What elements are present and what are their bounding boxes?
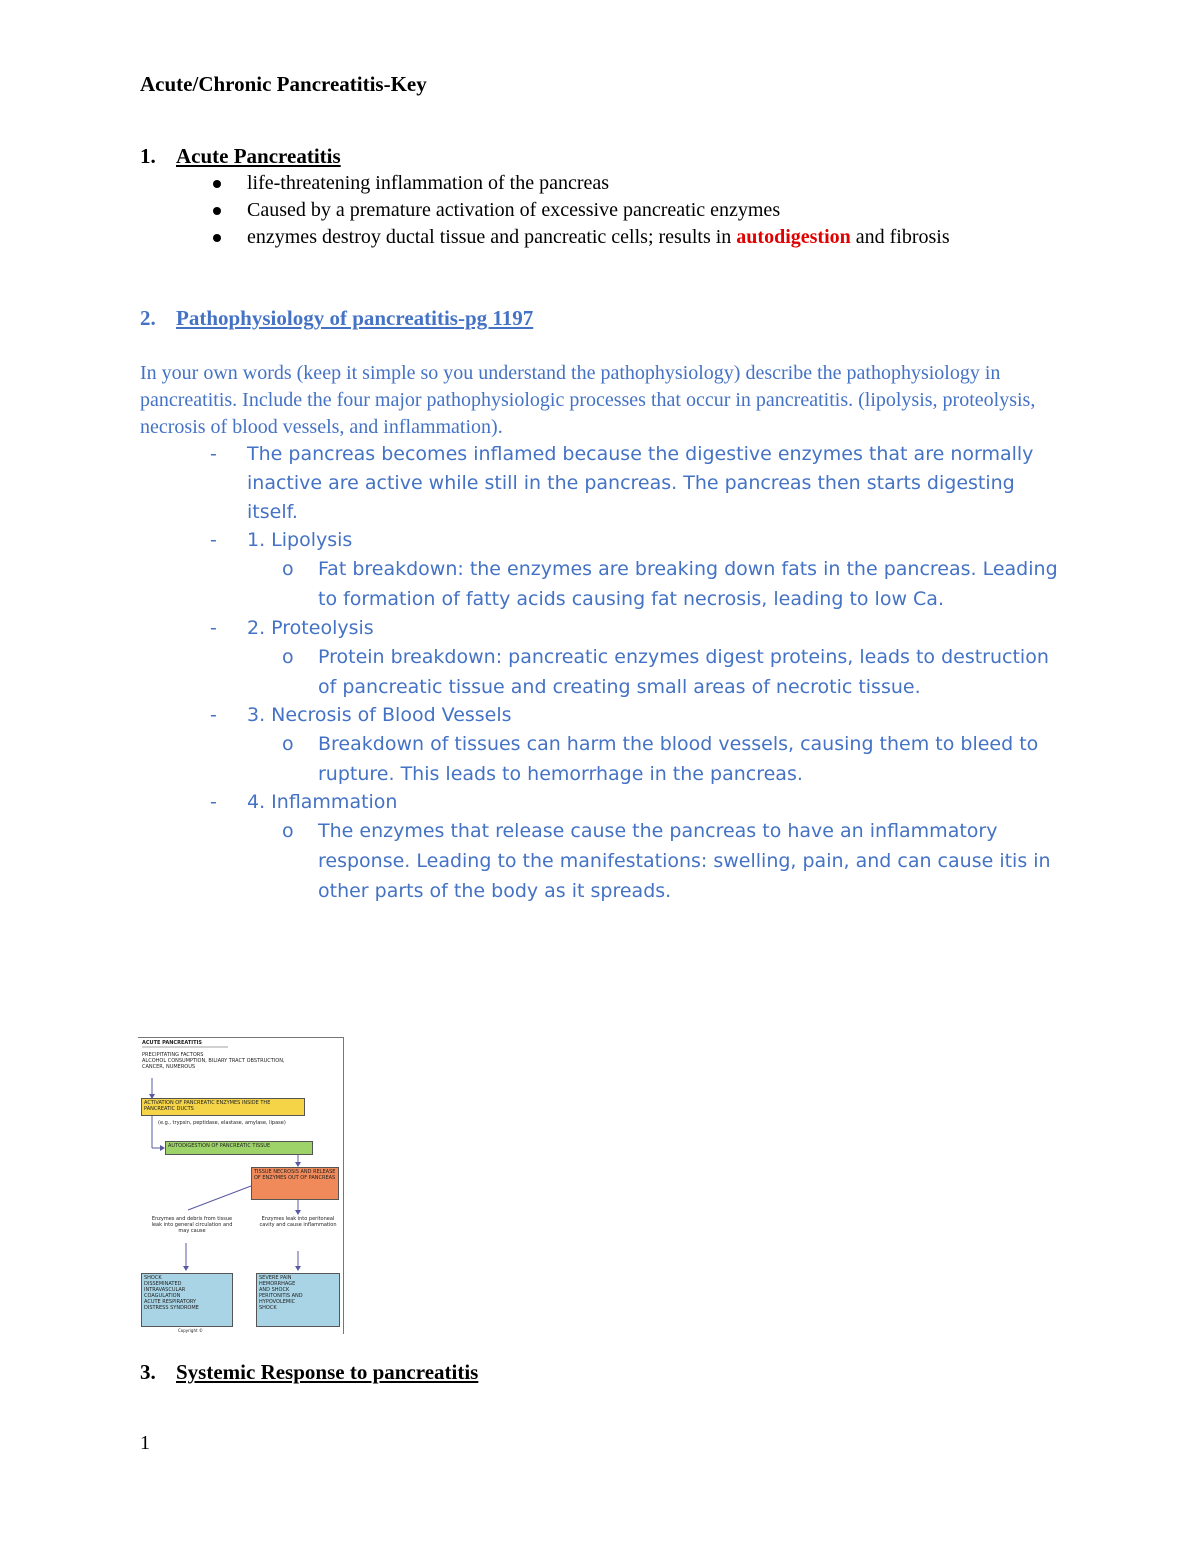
flowchart-enzymes: (e.g., trypsin, peptidase, elastase, amylase, lipase) (158, 1120, 286, 1126)
lipolysis-detail (282, 554, 1072, 614)
dash-marker: - (210, 529, 217, 551)
section-3-heading (140, 1360, 478, 1385)
flowchart-left-text: Enzymes and debris from tissue leak into general circulation and may cause (151, 1216, 233, 1234)
answer-item-lipolysis (210, 526, 1040, 555)
flowchart-right-outcome-box: SEVERE PAIN HEMORRHAGE AND SHOCK PERITONITIS AND HYPOVOLEMIC SHOCK (256, 1273, 340, 1327)
answer-item-inflammation (210, 788, 1040, 817)
proteolysis-detail-text: Protein breakdown: pancreatic enzymes digest proteins, leads to destruction of pancreatic tissue and creating small areas of necrotic tissue. (318, 646, 1049, 698)
bullet-text: Caused by a premature activation of excessive pancreatic enzymes (247, 199, 781, 221)
section-1-bullet-list (205, 170, 1025, 251)
flowchart-header: ACUTE PANCREATITIS (142, 1040, 202, 1046)
bullet-text-before: enzymes destroy ductal tissue and pancreatic cells; results in (247, 226, 737, 248)
lipolysis-label: 1. Lipolysis (247, 529, 353, 551)
necrosis-label: 3. Necrosis of Blood Vessels (247, 704, 512, 726)
bullet-dot-icon (213, 180, 221, 188)
bullet-text: life-threatening inflammation of the pancreas (247, 172, 610, 194)
inflammation-detail (282, 816, 1072, 906)
answer-overview (210, 440, 1040, 527)
section-3-title: Systemic Response to pancreatitis (176, 1360, 479, 1384)
bullet-text-after: and fibrosis (850, 226, 950, 248)
inflammation-label: 4. Inflammation (247, 791, 398, 813)
sub-bullet-marker: o (282, 558, 294, 580)
bullet-item (205, 224, 1025, 251)
lipolysis-detail-text: Fat breakdown: the enzymes are breaking down fats in the pancreas. Leading to formation of fatty acids causing fat necrosis, leading to low Ca. (318, 558, 1058, 610)
autodigestion-highlight: autodigestion (736, 226, 851, 248)
sub-bullet-marker: o (282, 646, 294, 668)
dash-marker: - (210, 443, 217, 465)
flowchart-left-outcome-box: SHOCK DISSEMINATED INTRAVASCULAR COAGULATION ACUTE RESPIRATORY DISTRESS SYNDROME (141, 1273, 233, 1327)
sub-bullet-marker: o (282, 733, 294, 755)
flowchart-autodigestion-box: AUTODIGESTION OF PANCREATIC TISSUE (165, 1141, 313, 1155)
necrosis-detail-text: Breakdown of tissues can harm the blood vessels, causing them to bleed to rupture. This leads to hemorrhage in the pancreas. (318, 733, 1039, 785)
inflammation-detail-text: The enzymes that release cause the pancreas to have an inflammatory response. Leading to the manifestations: swelling, pain, and can cause itis in other parts of the body as it spreads. (318, 820, 1051, 902)
bullet-dot-icon (213, 207, 221, 215)
answer-overview-text: The pancreas becomes inflamed because the digestive enzymes that are normally inactive are active while still in the pancreas. The pancreas then starts digesting itself. (247, 443, 1034, 523)
section-1-heading (140, 144, 341, 169)
bullet-dot-icon (213, 234, 221, 242)
section-2-prompt: In your own words (keep it simple so you understand the pathophysiology) describe the pathophysiology in pancreatitis. Include the four major pathophysiologic processes that occur in pancreatitis. (lipolysis, proteolysis, necrosis of blood vessels, and inflammation). (140, 362, 1036, 438)
sub-bullet-marker: o (282, 820, 294, 842)
section-2-heading (140, 306, 533, 331)
flowchart-factors: PRECIPITATING FACTORS ALCOHOL CONSUMPTION, BILIARY TRACT OBSTRUCTION, CANCER, NUMEROUS (142, 1052, 285, 1070)
page-number: 1 (140, 1432, 150, 1454)
dash-marker: - (210, 791, 217, 813)
flowchart-right-text: Enzymes leak into peritoneal cavity and cause inflammation (259, 1216, 337, 1228)
dash-marker: - (210, 617, 217, 639)
answer-item-necrosis (210, 701, 1040, 730)
section-2-number: 2. (140, 306, 156, 330)
flowchart-necrosis-box: TISSUE NECROSIS AND RELEASE OF ENZYMES OUT OF PANCREAS (251, 1167, 339, 1200)
acute-pancreatitis-flowchart-image (138, 1037, 344, 1334)
section-1-number: 1. (140, 144, 156, 168)
section-3-number: 3. (140, 1360, 156, 1384)
bullet-item (205, 197, 1025, 224)
flowchart-copyright: Copyright © (178, 1328, 203, 1333)
proteolysis-label: 2. Proteolysis (247, 617, 374, 639)
answer-item-proteolysis (210, 614, 1040, 643)
section-2-title: Pathophysiology of pancreatitis-pg 1197 (176, 306, 534, 330)
bullet-item (205, 170, 1025, 197)
necrosis-detail (282, 729, 1072, 789)
flowchart-activation-box: ACTIVATION OF PANCREATIC ENZYMES INSIDE THE PANCREATIC DUCTS (141, 1098, 305, 1116)
proteolysis-detail (282, 642, 1072, 702)
dash-marker: - (210, 704, 217, 726)
document-title: Acute/Chronic Pancreatitis-Key (140, 72, 427, 96)
section-1-title: Acute Pancreatitis (176, 144, 341, 168)
